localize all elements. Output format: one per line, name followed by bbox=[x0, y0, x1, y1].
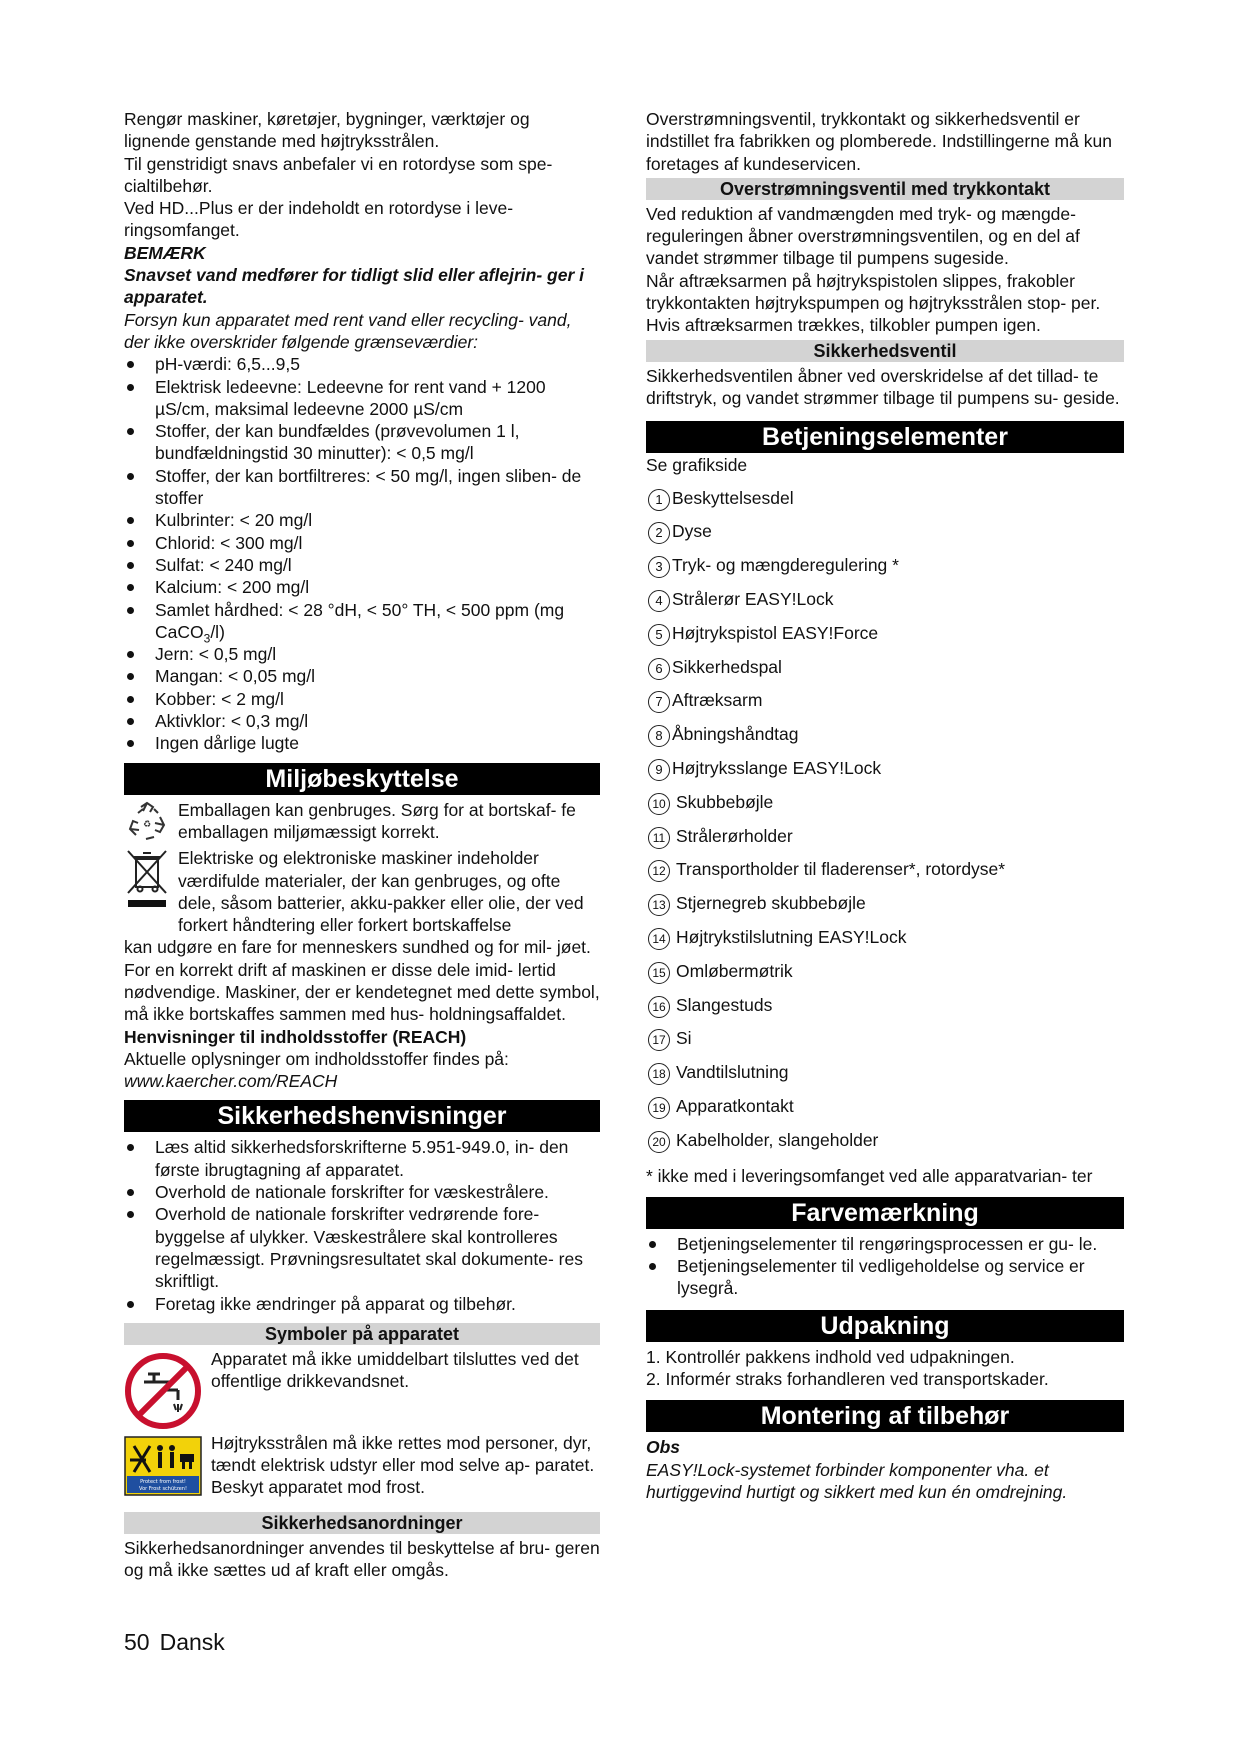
item-number-badge: 12 bbox=[648, 860, 670, 882]
subheading-symbols: Symboler på apparatet bbox=[124, 1323, 600, 1345]
list-item bbox=[646, 892, 1124, 926]
list-item bbox=[646, 554, 1124, 588]
item-number-badge: 13 bbox=[648, 894, 670, 916]
list-item: Mangan: < 0,05 mg/l bbox=[124, 665, 600, 687]
weee-text-continued: kan udgøre en fare for menneskers sundhed og for mil- jøet. For en korrekt drift af maskinen er disse dele imid- lertid nødvendige. Maskiner, der er kendetegnet med dette symbol, må ikke bortskaffes sammen med hus- holdningsaffaldet. bbox=[124, 937, 600, 1025]
list-item bbox=[646, 622, 1124, 656]
item-number-badge: 14 bbox=[648, 928, 670, 950]
list-item: Stoffer, der kan bundfældes (prøvevolumen 1 l, bundfældningstid 30 minutter): < 0,5 mg/l bbox=[124, 420, 600, 465]
hardness-suffix: /l) bbox=[210, 621, 225, 642]
list-item: Elektrisk ledeevne: Ledeevne for rent vand + 1200 µS/cm, maksimal ledeevne 2000 µS/cm bbox=[124, 376, 600, 421]
list-item bbox=[646, 1061, 1124, 1095]
subheading-safety-devices: Sikkerhedsanordninger bbox=[124, 1512, 600, 1534]
item-number-badge: 8 bbox=[648, 725, 670, 747]
section-heading-controls: Betjeningselementer bbox=[646, 421, 1124, 453]
section-heading-safety: Sikkerhedshenvisninger bbox=[124, 1100, 600, 1132]
item-number-badge: 20 bbox=[648, 1131, 670, 1153]
note-bold-text: Snavset vand medfører for tidligt slid eller aflejrin- ger i apparatet. bbox=[124, 265, 584, 308]
list-item: pH-værdi: 6,5...9,5 bbox=[124, 353, 600, 375]
item-number-badge: 16 bbox=[648, 996, 670, 1018]
control-label: Højtrykspistol EASY!Force bbox=[672, 622, 879, 643]
valves-intro-text: Overstrømningsventil, trykkontakt og sikkerhedsventil er indstillet fra fabrikken og plomberede. Indstillingerne må kun foretages af kundeservicen. bbox=[646, 109, 1112, 174]
list-item: Overhold de nationale forskrifter for væskestrålere. bbox=[124, 1181, 600, 1203]
control-label: Dyse bbox=[672, 521, 712, 542]
item-number-badge: 11 bbox=[648, 827, 670, 849]
list-item bbox=[646, 723, 1124, 757]
subheading-safety-valve: Sikkerhedsventil bbox=[646, 340, 1124, 362]
page-footer bbox=[124, 1628, 225, 1656]
overflow-text: Ved reduktion af vandmængden med tryk- og mængde- reguleringen åbner overstrømningsventilen, og en del af vandet strømmer tilbage til pumpens sugeside. bbox=[646, 203, 1080, 269]
crossed-bin-icon bbox=[124, 847, 170, 909]
page-number: 50 bbox=[124, 1629, 150, 1655]
hardness-subscript: 3 bbox=[203, 631, 211, 646]
list-item bbox=[646, 520, 1124, 554]
section-heading-unpacking: Udpakning bbox=[646, 1310, 1124, 1342]
mounting-note-title: Obs bbox=[646, 1437, 681, 1458]
list-item: Ingen dårlige lugte bbox=[124, 732, 600, 754]
list-item bbox=[646, 960, 1124, 994]
symbol-high-pressure-text: Højtryksstrålen må ikke rettes mod personer, dyr, tændt elektrisk udstyr eller mod selve ap- paratet. Beskyt apparatet mod frost. bbox=[211, 1432, 595, 1498]
list-item: Aktivklor: < 0,3 mg/l bbox=[124, 710, 600, 732]
reach-link[interactable]: www.kaercher.com/REACH bbox=[124, 1071, 338, 1092]
intro-paragraph: Rengør maskiner, køretøjer, bygninger, værktøjer og lignende genstande med højtryksstrålen. bbox=[124, 109, 530, 152]
item-number-badge: 9 bbox=[648, 759, 670, 781]
item-number-badge: 15 bbox=[648, 962, 670, 984]
control-label: Strålerør EASY!Lock bbox=[672, 588, 834, 609]
item-number-badge: 5 bbox=[648, 624, 670, 646]
control-label: Højtrykstilslutning EASY!Lock bbox=[676, 926, 907, 947]
control-label: Sikkerhedspal bbox=[672, 656, 782, 677]
list-item: Betjeningselementer til rengøringsprocessen er gu- le. bbox=[646, 1233, 1124, 1255]
safety-list bbox=[124, 1136, 600, 1314]
subheading-overflow-valve: Overstrømningsventil med trykkontakt bbox=[646, 178, 1124, 200]
control-label: Strålerørholder bbox=[676, 825, 793, 846]
list-item: Kulbrinter: < 20 mg/l bbox=[124, 509, 600, 531]
overflow-text: Hvis aftræksarmen trækkes, tilkobler pumpen igen. bbox=[646, 315, 1041, 336]
water-limits-list bbox=[124, 353, 600, 754]
control-label: Aftræksarm bbox=[672, 690, 763, 711]
control-label: Omløbermøtrik bbox=[676, 960, 793, 981]
list-item bbox=[646, 926, 1124, 960]
control-label: Transportholder til fladerenser*, rotordyse* bbox=[676, 859, 1006, 880]
controls-list bbox=[646, 487, 1124, 1163]
note-italic-text: Forsyn kun apparatet med rent vand eller recycling- vand, der ikke overskrider følgende grænseværdier: bbox=[124, 309, 572, 352]
symbol-drinking-water-row bbox=[124, 1348, 600, 1418]
list-item bbox=[646, 1027, 1124, 1061]
list-item bbox=[646, 588, 1124, 622]
list-item: Kobber: < 2 mg/l bbox=[124, 688, 600, 710]
control-label: Slangestuds bbox=[676, 994, 773, 1015]
list-item: Betjeningselementer til vedligeholdelse og service er lysegrå. bbox=[646, 1255, 1124, 1300]
item-number-badge: 4 bbox=[648, 590, 670, 612]
control-label: Beskyttelsesdel bbox=[672, 487, 794, 508]
list-item bbox=[646, 689, 1124, 723]
safety-valve-text: Sikkerhedsventilen åbner ved overskridelse af det tillad- te driftstryk, og vandet strømmer tilbage til pumpens su- geside. bbox=[646, 365, 1120, 408]
no-drinking-water-connection-icon bbox=[124, 1352, 202, 1430]
overflow-text: Når aftræksarmen på højtrykspistolen slippes, frakobler trykkontakten højtrykspumpen og højtryksstrålen stop- per. bbox=[646, 270, 1101, 314]
right-column bbox=[646, 108, 1124, 1503]
item-number-badge: 2 bbox=[648, 522, 670, 544]
intro-paragraph: Ved HD...Plus er der indeholdt en rotordyse i leve- ringsomfanget. bbox=[124, 198, 514, 241]
mounting-note-text: EASY!Lock-systemet forbinder komponenter vha. et hurtiggevind hurtigt og sikkert med kun én omdrejning. bbox=[646, 1459, 1068, 1502]
control-label: Stjernegreb skubbebøjle bbox=[676, 893, 866, 914]
recycle-icon bbox=[124, 799, 170, 845]
symbol-drinking-water-text: Apparatet må ikke umiddelbart tilsluttes ved det offentlige drikkevandsnet. bbox=[211, 1348, 579, 1392]
list-item bbox=[646, 487, 1124, 521]
section-heading-color-coding: Farvemærkning bbox=[646, 1197, 1124, 1229]
controls-footnote: * ikke med i leveringsomfanget ved alle apparatvarian- ter bbox=[646, 1165, 1093, 1186]
intro-paragraph: Til genstridigt snavs anbefaler vi en rotordyse som spe- cialtilbehør. bbox=[124, 153, 553, 196]
list-item: Kalcium: < 200 mg/l bbox=[124, 576, 600, 598]
item-number-badge: 7 bbox=[648, 691, 670, 713]
list-item: 1. Kontrollér pakkens indhold ved udpakningen. bbox=[646, 1346, 1015, 1367]
safety-devices-text: Sikkerhedsanordninger anvendes til beskyttelse af bru- geren og må ikke sættes ud af kraft eller omgås. bbox=[124, 1537, 600, 1581]
list-item bbox=[646, 858, 1124, 892]
item-number-badge: 19 bbox=[648, 1097, 670, 1119]
control-label: Højtryksslange EASY!Lock bbox=[672, 757, 882, 778]
reach-title: Henvisninger til indholdsstoffer (REACH) bbox=[124, 1026, 467, 1047]
high-pressure-warning-icon bbox=[124, 1436, 202, 1496]
section-heading-mounting: Montering af tilbehør bbox=[646, 1400, 1124, 1432]
symbol-high-pressure-row bbox=[124, 1432, 600, 1502]
unpacking-list bbox=[646, 1346, 1124, 1391]
left-column bbox=[124, 108, 600, 1581]
list-item: Stoffer, der kan bortfiltreres: < 50 mg/l, ingen sliben- de stoffer bbox=[124, 465, 600, 510]
item-number-badge: 3 bbox=[648, 556, 670, 578]
control-label: Skubbebøjle bbox=[676, 791, 774, 812]
packaging-row bbox=[124, 799, 600, 844]
list-item bbox=[646, 994, 1124, 1028]
note-title: BEMÆRK bbox=[124, 242, 206, 263]
item-number-badge: 18 bbox=[648, 1063, 670, 1085]
list-item bbox=[646, 757, 1124, 791]
list-item: Foretag ikke ændringer på apparat og tilbehør. bbox=[124, 1293, 600, 1315]
weee-text: Elektriske og elektroniske maskiner indeholder værdifulde materialer, der kan genbruges, og ofte dele, såsom batterier, akku-pakker eller olie, der ved forkert håndtering eller forkert bortskaffelse bbox=[178, 848, 584, 936]
list-item bbox=[646, 825, 1124, 859]
list-item bbox=[646, 791, 1124, 825]
reach-text: Aktuelle oplysninger om indholdsstoffer findes på: bbox=[124, 1048, 509, 1069]
list-item bbox=[646, 1095, 1124, 1129]
control-label: Si bbox=[676, 1028, 692, 1049]
control-label: Apparatkontakt bbox=[676, 1095, 794, 1116]
frost-label-line: Vor Frost schützen! bbox=[139, 1485, 187, 1492]
list-item: 2. Informér straks forhandleren ved transportskader. bbox=[646, 1368, 1049, 1389]
item-number-badge: 6 bbox=[648, 658, 670, 680]
svg-text:♻: ♻ bbox=[142, 819, 152, 830]
footer-language: Dansk bbox=[159, 1629, 225, 1655]
list-item: Chlorid: < 300 mg/l bbox=[124, 532, 600, 554]
weee-row bbox=[124, 847, 600, 936]
list-item bbox=[646, 656, 1124, 690]
list-item bbox=[124, 599, 600, 644]
section-heading-environment: Miljøbeskyttelse bbox=[124, 763, 600, 795]
item-number-badge: 17 bbox=[648, 1029, 670, 1051]
list-item: Læs altid sikkerhedsforskrifterne 5.951-949.0, in- den første ibrugtagning af apparatet. bbox=[124, 1136, 600, 1181]
item-number-badge: 10 bbox=[648, 793, 670, 815]
control-label: Tryk- og mængderegulering * bbox=[672, 555, 899, 576]
color-coding-list bbox=[646, 1233, 1124, 1300]
controls-see-graphics: Se grafikside bbox=[646, 455, 748, 476]
control-label: Kabelholder, slangeholder bbox=[676, 1129, 879, 1150]
list-item: Jern: < 0,5 mg/l bbox=[124, 643, 600, 665]
hardness-text: Samlet hårdhed: < 28 °dH, < 50° TH, < 500 ppm (mg CaCO bbox=[155, 599, 565, 642]
item-number-badge: 1 bbox=[648, 489, 670, 511]
control-label: Åbningshåndtag bbox=[672, 724, 799, 745]
list-item: Overhold de nationale forskrifter vedrørende fore- byggelse af ulykker. Væskestrålere skal kontrolleres regelmæssigt. Prøvningsresultatet skal dokumente- res skriftligt. bbox=[124, 1203, 600, 1292]
control-label: Vandtilslutning bbox=[676, 1062, 789, 1083]
list-item bbox=[646, 1129, 1124, 1163]
packaging-text: Emballagen kan genbruges. Sørg for at bortskaf- fe emballagen miljømæssigt korrekt. bbox=[178, 799, 576, 842]
list-item: Sulfat: < 240 mg/l bbox=[124, 554, 600, 576]
frost-label-line: Protect from frost! bbox=[140, 1478, 186, 1485]
